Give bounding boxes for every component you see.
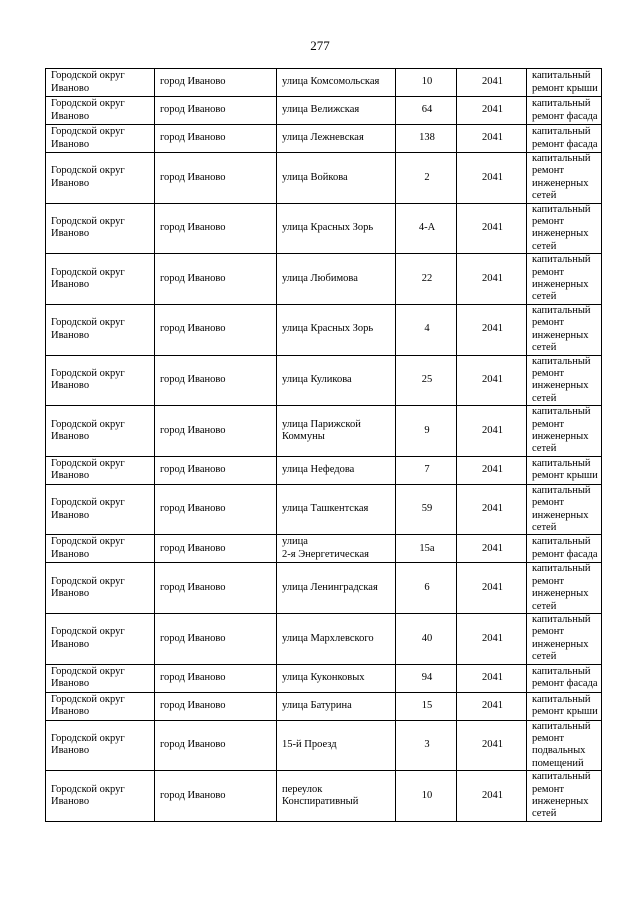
settlement-text: город Иваново	[160, 699, 226, 711]
table-row	[46, 664, 602, 692]
work-type-text: капитальный ремонт инженерных сетей	[532, 254, 591, 303]
planned-year-text: 2041	[482, 503, 503, 515]
planned-year-text: 2041	[482, 323, 503, 335]
street-cell	[277, 664, 396, 692]
work-type-cell	[527, 97, 602, 125]
street-text: улица Войкова	[282, 171, 348, 183]
settlement-text: город Иваново	[160, 104, 226, 116]
table-row	[46, 484, 602, 535]
house-number-text: 94	[421, 671, 433, 683]
settlement-cell	[155, 563, 277, 614]
house-number-cell	[396, 456, 457, 484]
work-type-text: капитальный ремонт инженерных сетей	[532, 153, 591, 202]
municipal-district-text: Городской округ Иваново	[51, 457, 125, 482]
municipal-district-cell	[46, 153, 155, 204]
planned-year-cell	[457, 456, 527, 484]
settlement-cell	[155, 69, 277, 97]
municipal-district-cell	[46, 355, 155, 406]
house-number-cell	[396, 771, 457, 822]
street-text: улица 2-я Энергетическая	[282, 536, 369, 560]
table-row	[46, 153, 602, 204]
planned-year-text: 2041	[482, 739, 503, 751]
table-row	[46, 456, 602, 484]
settlement-cell	[155, 254, 277, 305]
house-number-text: 9	[424, 424, 430, 436]
planned-year-cell	[457, 720, 527, 771]
municipal-district-text: Городской округ Иваново	[51, 626, 125, 650]
street-cell	[277, 720, 396, 771]
planned-year-text: 2041	[482, 632, 503, 644]
street-text: улица Велижская	[282, 104, 360, 116]
house-number-cell	[396, 664, 457, 692]
work-type-cell	[527, 614, 602, 665]
municipal-district-text: Городской округ Иваново	[51, 266, 125, 291]
planned-year-cell	[457, 304, 527, 355]
work-type-cell	[527, 535, 602, 563]
street-cell	[277, 203, 396, 254]
street-text: улица Комсомольская	[282, 76, 380, 88]
settlement-cell	[155, 664, 277, 692]
street-cell	[277, 535, 396, 563]
house-number-cell	[396, 304, 457, 355]
planned-year-cell	[457, 771, 527, 822]
street-text: улица Ленинградская	[282, 581, 378, 593]
planned-year-cell	[457, 254, 527, 305]
planned-year-text: 2041	[482, 374, 503, 386]
municipal-district-cell	[46, 563, 155, 614]
street-cell	[277, 254, 396, 305]
planned-year-cell	[457, 97, 527, 125]
municipal-district-text: Городской округ Иваново	[51, 665, 125, 690]
work-type-text: капитальный ремонт инженерных сетей	[532, 484, 591, 533]
planned-year-cell	[457, 153, 527, 204]
municipal-district-text: Городской округ Иваново	[51, 98, 125, 122]
municipal-district-text: Городской округ Иваново	[51, 497, 125, 521]
planned-year-cell	[457, 563, 527, 614]
street-text: улица Мархлевского	[282, 632, 374, 644]
street-text: улица Батурина	[282, 699, 352, 711]
table-row	[46, 254, 602, 305]
street-text: улица Парижской Коммуны	[282, 418, 361, 442]
house-number-text: 25	[421, 374, 433, 386]
street-cell	[277, 304, 396, 355]
work-type-text: капитальный ремонт инженерных сетей	[532, 614, 591, 663]
street-cell	[277, 355, 396, 406]
house-number-cell	[396, 254, 457, 305]
settlement-cell	[155, 125, 277, 153]
house-number-cell	[396, 69, 457, 97]
settlement-cell	[155, 203, 277, 254]
house-number-text: 4	[424, 323, 430, 335]
municipal-district-cell	[46, 484, 155, 535]
street-cell	[277, 406, 396, 457]
planned-year-text: 2041	[482, 76, 503, 88]
house-number-cell	[396, 614, 457, 665]
house-number-cell	[396, 203, 457, 254]
settlement-text: город Иваново	[160, 323, 226, 335]
settlement-cell	[155, 304, 277, 355]
work-type-cell	[527, 484, 602, 535]
house-number-text: 2	[424, 171, 430, 183]
table-row	[46, 406, 602, 457]
settlement-text: город Иваново	[160, 132, 226, 144]
work-type-text: капитальный ремонт фасада	[532, 665, 598, 690]
planned-year-cell	[457, 614, 527, 665]
house-number-text: 3	[424, 739, 430, 751]
municipal-district-cell	[46, 614, 155, 665]
planned-year-text: 2041	[482, 222, 503, 234]
street-cell	[277, 456, 396, 484]
settlement-text: город Иваново	[160, 581, 226, 593]
municipal-district-text: Городской округ Иваново	[51, 783, 125, 808]
municipal-district-text: Городской округ Иваново	[51, 216, 125, 240]
table-row	[46, 692, 602, 720]
municipal-district-cell	[46, 203, 155, 254]
municipal-district-text: Городской округ Иваново	[51, 733, 125, 757]
house-number-text: 10	[421, 789, 433, 801]
planned-year-cell	[457, 692, 527, 720]
settlement-cell	[155, 614, 277, 665]
house-number-text: 138	[419, 132, 435, 144]
work-type-cell	[527, 203, 602, 254]
street-cell	[277, 771, 396, 822]
municipal-district-text: Городской округ Иваново	[51, 693, 125, 718]
table-row	[46, 771, 602, 822]
settlement-text: город Иваново	[160, 374, 226, 386]
work-type-cell	[527, 692, 602, 720]
work-type-cell	[527, 456, 602, 484]
house-number-text: 4-А	[418, 222, 436, 234]
work-type-cell	[527, 125, 602, 153]
work-type-cell	[527, 563, 602, 614]
settlement-cell	[155, 97, 277, 125]
municipal-district-cell	[46, 456, 155, 484]
house-number-text: 64	[421, 104, 433, 116]
work-type-text: капитальный ремонт инженерных сетей	[532, 355, 591, 404]
street-cell	[277, 153, 396, 204]
street-text: улица Любимова	[282, 272, 358, 284]
planned-year-cell	[457, 406, 527, 457]
house-number-text: 40	[421, 632, 433, 644]
house-number-text: 15	[421, 699, 433, 711]
settlement-text: город Иваново	[160, 272, 226, 284]
work-type-cell	[527, 69, 602, 97]
municipal-district-cell	[46, 692, 155, 720]
municipal-district-cell	[46, 69, 155, 97]
street-cell	[277, 97, 396, 125]
street-text: улица Красных Зорь	[282, 323, 374, 335]
municipal-district-cell	[46, 664, 155, 692]
settlement-cell	[155, 406, 277, 457]
work-type-text: капитальный ремонт инженерных сетей	[532, 304, 591, 354]
work-type-cell	[527, 720, 602, 771]
municipal-district-cell	[46, 535, 155, 563]
municipal-district-cell	[46, 254, 155, 305]
table-row	[46, 97, 602, 125]
house-number-cell	[396, 563, 457, 614]
page-number: 277	[310, 38, 330, 53]
street-text: переулок Конспиративный	[282, 783, 359, 808]
house-number-text: 15а	[419, 542, 435, 554]
house-number-text: 7	[424, 464, 430, 476]
house-number-cell	[396, 406, 457, 457]
planned-year-cell	[457, 664, 527, 692]
planned-year-cell	[457, 535, 527, 563]
settlement-text: город Иваново	[160, 789, 226, 801]
planned-year-text: 2041	[482, 424, 503, 436]
street-cell	[277, 614, 396, 665]
municipal-district-cell	[46, 771, 155, 822]
table-row	[46, 535, 602, 563]
municipal-district-cell	[46, 304, 155, 355]
work-type-text: капитальный ремонт фасада	[532, 126, 598, 150]
table-body	[46, 69, 602, 822]
settlement-cell	[155, 771, 277, 822]
house-number-cell	[396, 484, 457, 535]
repair-schedule-table	[45, 68, 602, 822]
planned-year-text: 2041	[482, 581, 503, 593]
work-type-text: капитальный ремонт фасада	[532, 536, 598, 560]
house-number-cell	[396, 535, 457, 563]
street-text: улица Лежневская	[282, 132, 364, 144]
work-type-text: капитальный ремонт подвальных помещений	[532, 720, 591, 769]
settlement-text: город Иваново	[160, 671, 226, 683]
municipal-district-text: Городской округ Иваново	[51, 367, 125, 392]
settlement-cell	[155, 535, 277, 563]
settlement-cell	[155, 456, 277, 484]
street-text: улица Нефедова	[282, 464, 355, 476]
planned-year-text: 2041	[482, 542, 503, 554]
street-cell	[277, 563, 396, 614]
house-number-cell	[396, 355, 457, 406]
planned-year-text: 2041	[482, 699, 503, 711]
planned-year-text: 2041	[482, 132, 503, 144]
street-cell	[277, 125, 396, 153]
house-number-text: 59	[421, 503, 433, 515]
work-type-cell	[527, 406, 602, 457]
work-type-cell	[527, 153, 602, 204]
house-number-text: 10	[421, 76, 433, 88]
work-type-text: капитальный ремонт инженерных сетей	[532, 771, 591, 820]
municipal-district-text: Городской округ Иваново	[51, 536, 125, 560]
work-type-text: капитальный ремонт инженерных сетей	[532, 406, 591, 455]
table-row	[46, 125, 602, 153]
planned-year-cell	[457, 203, 527, 254]
table-row	[46, 355, 602, 406]
settlement-text: город Иваново	[160, 632, 226, 644]
planned-year-text: 2041	[482, 464, 503, 476]
settlement-cell	[155, 355, 277, 406]
settlement-text: город Иваново	[160, 503, 226, 515]
street-text: 15-й Проезд	[282, 739, 337, 751]
work-type-text: капитальный ремонт крыши	[532, 70, 598, 94]
municipal-district-text: Городской округ Иваново	[51, 165, 125, 189]
house-number-text: 22	[421, 272, 433, 284]
municipal-district-text: Городской округ Иваново	[51, 575, 125, 600]
planned-year-cell	[457, 355, 527, 406]
municipal-district-text: Городской округ Иваново	[51, 126, 125, 150]
table-row	[46, 563, 602, 614]
table-row	[46, 614, 602, 665]
settlement-text: город Иваново	[160, 171, 226, 183]
work-type-text: капитальный ремонт крыши	[532, 457, 598, 482]
table-row	[46, 203, 602, 254]
street-cell	[277, 484, 396, 535]
municipal-district-text: Городской округ Иваново	[51, 317, 125, 341]
house-number-cell	[396, 97, 457, 125]
table-row	[46, 69, 602, 97]
work-type-cell	[527, 304, 602, 355]
planned-year-text: 2041	[482, 171, 503, 183]
planned-year-text: 2041	[482, 272, 503, 284]
work-type-cell	[527, 664, 602, 692]
settlement-cell	[155, 720, 277, 771]
planned-year-text: 2041	[482, 789, 503, 801]
settlement-text: город Иваново	[160, 424, 226, 436]
street-text: улица Ташкентская	[282, 503, 369, 515]
work-type-text: капитальный ремонт фасада	[532, 98, 598, 122]
planned-year-cell	[457, 125, 527, 153]
table-row	[46, 304, 602, 355]
work-type-text: капитальный ремонт крыши	[532, 693, 598, 718]
planned-year-text: 2041	[482, 671, 503, 683]
street-text: улица Красных Зорь	[282, 222, 374, 234]
municipal-district-text: Городской округ Иваново	[51, 70, 125, 94]
street-text: улица Куликова	[282, 374, 352, 386]
settlement-text: город Иваново	[160, 739, 226, 751]
street-cell	[277, 692, 396, 720]
planned-year-cell	[457, 69, 527, 97]
street-cell	[277, 69, 396, 97]
house-number-cell	[396, 153, 457, 204]
house-number-text: 6	[424, 581, 430, 593]
settlement-text: город Иваново	[160, 464, 226, 476]
house-number-cell	[396, 692, 457, 720]
municipal-district-cell	[46, 125, 155, 153]
work-type-text: капитальный ремонт инженерных сетей	[532, 203, 591, 252]
municipal-district-text: Городской округ Иваново	[51, 418, 125, 442]
work-type-cell	[527, 254, 602, 305]
settlement-text: город Иваново	[160, 76, 226, 88]
municipal-district-cell	[46, 720, 155, 771]
street-text: улица Куконковых	[282, 671, 365, 683]
settlement-cell	[155, 692, 277, 720]
work-type-cell	[527, 355, 602, 406]
table-row	[46, 720, 602, 771]
planned-year-cell	[457, 484, 527, 535]
settlement-text: город Иваново	[160, 542, 226, 554]
work-type-cell	[527, 771, 602, 822]
municipal-district-cell	[46, 97, 155, 125]
settlement-text: город Иваново	[160, 222, 226, 234]
house-number-cell	[396, 125, 457, 153]
work-type-text: капитальный ремонт инженерных сетей	[532, 563, 591, 612]
municipal-district-cell	[46, 406, 155, 457]
settlement-cell	[155, 484, 277, 535]
planned-year-text: 2041	[482, 104, 503, 116]
house-number-cell	[396, 720, 457, 771]
settlement-cell	[155, 153, 277, 204]
